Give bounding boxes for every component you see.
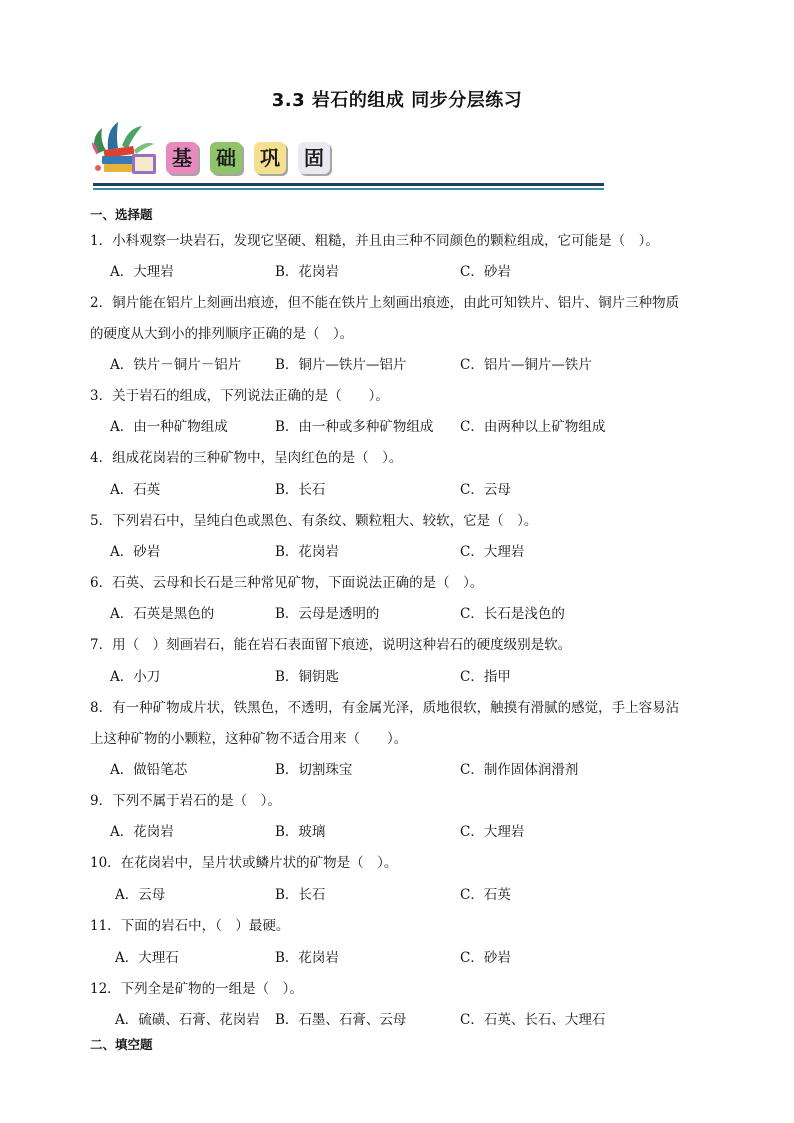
q9-option-c: C．大理岩 <box>460 824 525 840</box>
q3-option-b: B．由一种或多种矿物组成 <box>275 419 434 435</box>
q6-option-c: C．长石是浅色的 <box>460 606 565 622</box>
q6-option-a: A．石英是黑色的 <box>110 606 215 622</box>
question-3: 3．关于岩石的组成，下列说法正确的是（ ）。 <box>90 388 389 404</box>
q9-option-b: B．玻璃 <box>275 824 326 840</box>
q5-option-c: C．大理岩 <box>460 544 525 560</box>
q6-option-b: B．云母是透明的 <box>275 606 380 622</box>
q4-option-c: C．云母 <box>460 482 511 498</box>
q10-option-c: C．石英 <box>460 887 511 903</box>
question-11: 11．下面的岩石中，（ ）最硬。 <box>90 918 290 934</box>
q12-option-a: A．硫磺、石膏、花岗岩 <box>115 1012 260 1028</box>
q11-option-c: C．砂岩 <box>460 950 511 966</box>
question-2-line-2: 的硬度从大到小的排列顺序正确的是（ ）。 <box>90 326 354 342</box>
q7-option-c: C．指甲 <box>460 669 511 685</box>
section-heading-choice: 一、选择题 <box>90 207 153 222</box>
q3-option-a: A．由一种矿物组成 <box>110 419 228 435</box>
q1-option-b: B．花岗岩 <box>275 264 339 280</box>
q5-option-b: B．花岗岩 <box>275 544 339 560</box>
tile-chu: 础 <box>210 142 242 174</box>
section-heading-fill-blank: 二、填空题 <box>90 1037 153 1052</box>
q1-option-a: A．大理岩 <box>110 264 174 280</box>
tile-ji: 基 <box>166 142 198 174</box>
question-8-line-2: 上这种矿物的小颗粒，这种矿物不适合用来（ ）。 <box>90 731 408 747</box>
q3-option-c: C．由两种以上矿物组成 <box>460 419 606 435</box>
q11-option-b: B．花岗岩 <box>275 950 339 966</box>
q7-option-a: A．小刀 <box>110 669 161 685</box>
q4-option-b: B．长石 <box>275 482 326 498</box>
q1-option-c: C．砂岩 <box>460 264 511 280</box>
q8-option-a: A．做铅笔芯 <box>110 762 188 778</box>
books-plant-illustration <box>88 120 163 178</box>
q11-option-a: A．大理石 <box>115 950 179 966</box>
q12-option-c: C．石英、长石、大理石 <box>460 1012 606 1028</box>
question-12: 12．下列全是矿物的一组是（ ）。 <box>90 981 303 997</box>
q5-option-a: A．砂岩 <box>110 544 161 560</box>
question-6: 6．石英、云母和长石是三种常见矿物，下面说法正确的是（ ）。 <box>90 575 484 591</box>
q12-option-b: B．石墨、石膏、云母 <box>275 1012 407 1028</box>
q10-option-b: B．长石 <box>275 887 326 903</box>
q8-option-c: C．制作固体润滑剂 <box>460 762 579 778</box>
section-banner <box>88 120 608 195</box>
q10-option-a: A．云母 <box>115 887 166 903</box>
tile-gong: 巩 <box>254 142 286 174</box>
banner-rule-dark <box>93 183 604 186</box>
question-9: 9．下列不属于岩石的是（ ）。 <box>90 793 281 809</box>
question-4: 4．组成花岗岩的三种矿物中，呈肉红色的是（ ）。 <box>90 450 403 466</box>
q2-option-a: A．铁片－铜片－铝片 <box>110 357 242 373</box>
q2-option-c: C．铝片—铜片—铁片 <box>460 357 592 373</box>
page-title: 3.3 岩石的组成 同步分层练习 <box>271 90 523 111</box>
question-8-line-1: 8．有一种矿物成片状，铁黑色，不透明，有金属光泽，质地很软，触摸有滑腻的感觉，手上容易沾 <box>90 700 680 716</box>
q8-option-b: B．切割珠宝 <box>275 762 353 778</box>
question-2-line-1: 2．铜片能在铝片上刻画出痕迹，但不能在铁片上刻画出痕迹，由此可知铁片、铝片、铜片三种物质 <box>90 295 680 311</box>
question-10: 10．在花岗岩中，呈片状或鳞片状的矿物是（ ）。 <box>90 855 398 871</box>
question-7: 7．用（ ）刻画岩石，能在岩石表面留下痕迹，说明这种岩石的硬度级别是软。 <box>90 637 572 653</box>
q7-option-b: B．铜钥匙 <box>275 669 339 685</box>
question-1: 1．小科观察一块岩石，发现它坚硬、粗糙，并且由三种不同颜色的颗粒组成，它可能是（ ）。 <box>90 233 659 249</box>
q2-option-b: B．铜片—铁片—铝片 <box>275 357 407 373</box>
q4-option-a: A．石英 <box>110 482 161 498</box>
q9-option-a: A．花岗岩 <box>110 824 174 840</box>
banner-rule-light <box>93 188 604 190</box>
tile-gu: 固 <box>298 142 330 174</box>
question-5: 5．下列岩石中，呈纯白色或黑色、有条纹、颗粒粗大、较软，它是（ ）。 <box>90 513 538 529</box>
